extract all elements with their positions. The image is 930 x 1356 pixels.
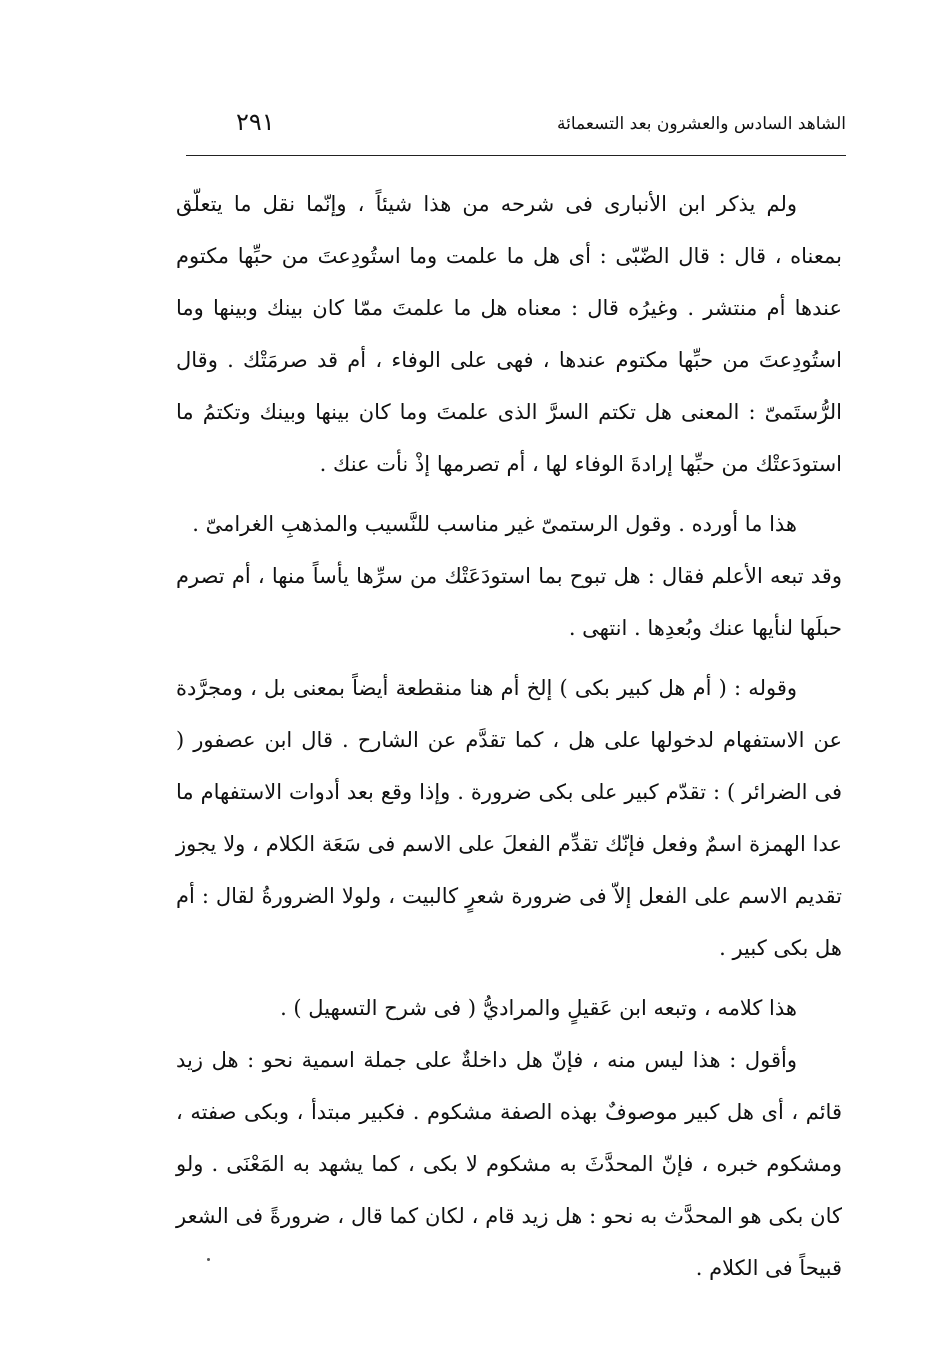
page-header [186,108,846,152]
paragraph: وقوله : ( أم هل كبير بكى ) إلخ أم هنا منقطعة أيضاً بمعنى بل ، ومجرَّدة عن الاستفهام لدخولها على هل ، كما تقدَّم عن الشارح . قال ابن عصفور ( فى الضرائر ) : تقدّم كبير على بكى ضرورة . وإذا وقع بعد أدوات الاستفهام ما عدا الهمزة اسمٌ وفعل فإنّك تقدِّم الفعلَ على الاسم فى سَعَة الكلام ، ولا يجوز تقديم الاسم على الفعل إلاّ فى ضرورة شعرٍ كالبيت ، ولولا الضرورةُ لقال : أم هل بكى كبير . [176,676,842,960]
page-number: ٢٩١ [236,108,275,136]
paragraph: وقد تبعه الأعلم فقال : هل تبوح بما استودَعَتْك من سرِّها يأساً منها ، أم تصرم حبلَها لنأيها عنك وبُعدِها . انتهى . [176,564,842,640]
text-body [176,178,842,1294]
running-title: الشاهد السادس والعشرون بعد التسعمائة [557,114,846,134]
paragraph: وأقول : هذا ليس منه ، فإنّ هل داخلةٌ على جملة اسمية نحو : هل زيد قائم ، أى هل كبير موصوفٌ بهذه الصفة مشكوم . فكبير مبتدأ ، وبكى صفته ، ومشكوم خبره ، فإنّ المحدَّثَ به مشكوم لا بكى ، كما يشهد به المَعْنَى . ولو كان بكى هو المحدَّث به نحو : هل زيد قام ، لكان كما قال ، ضرورةً فى الشعر قبيحاً فى الكلام . [176,1048,842,1280]
paragraph: هذا كلامه ، وتبعه ابن عَقيلٍ والمراديُّ ( فى شرح التسهيل ) . [280,996,797,1020]
paragraph: ولم يذكر ابن الأنبارى فى شرحه من هذا شيئاً ، وإنّما نقل ما يتعلّق بمعناه ، قال : قال الضّبّى : أى هل ما علمت وما استُودِعتَ من حبِّها مكتوم عندها أم منتشر . وغيرُه قال : معناه هل ما علمتَ ممّا كان بينك وبينها وما استُودِعتَ من حبِّها مكتوم عندها ، فهى على الوفاء ، أم قد صرمَتْك . وقال الرُّستَمىّ : المعنى هل تكتم السرَّ الذى علمتَ وما كان بينها وبينك وتكتمُ ما استودَعتْك من حبِّها إرادةَ الوفاء لها ، أم تصرمها إذْ نأت عنك . [176,192,842,476]
paragraph: هذا ما أورده . وقول الرستمىّ غير مناسب للنَّسيب والمذهبِ الغرامىّ . [192,512,797,536]
header-rule [186,155,846,156]
scan-speck [207,1258,210,1261]
